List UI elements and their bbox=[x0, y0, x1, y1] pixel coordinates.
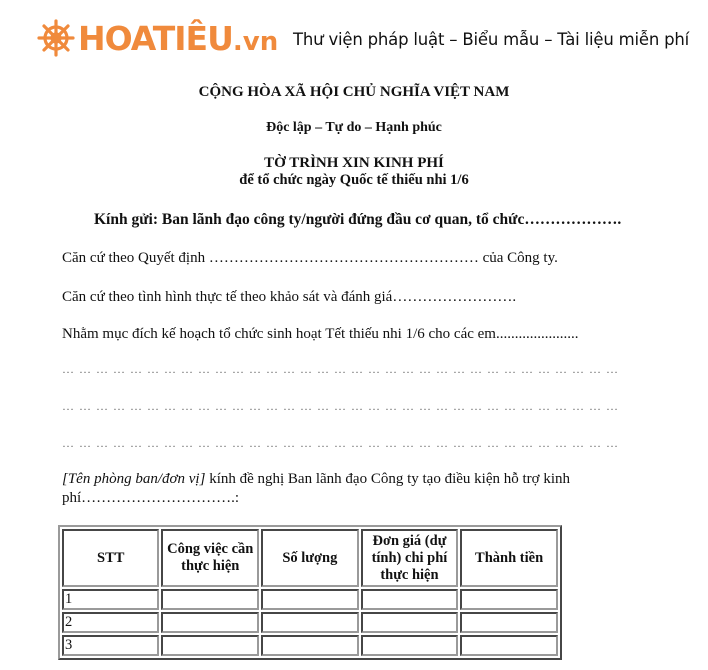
header-task: Công việc cần thực hiện bbox=[161, 529, 259, 587]
cell-total bbox=[460, 589, 558, 610]
paragraph-survey: Căn cứ theo tình hình thực tế theo khảo sát và đánh giá……………………. bbox=[62, 289, 517, 305]
logo-text: HOATIÊU.vn bbox=[78, 19, 279, 58]
cell-task bbox=[161, 589, 259, 610]
cell-quantity bbox=[261, 635, 359, 656]
national-title: CỘNG HÒA XÃ HỘI CHỦ NGHĨA VIỆT NAM bbox=[198, 84, 510, 100]
cell-stt: 3 bbox=[62, 635, 159, 656]
ship-wheel-icon bbox=[36, 18, 76, 63]
cell-stt: 2 bbox=[62, 612, 159, 633]
table-row bbox=[62, 635, 558, 656]
site-header bbox=[0, 0, 708, 80]
paragraph-purpose: Nhằm mục đích kế hoạch tổ chức sinh hoạt Tết thiếu nhi 1/6 cho các em...................... bbox=[62, 326, 579, 342]
header-total: Thành tiền bbox=[460, 529, 558, 587]
motto: Độc lập – Tự do – Hạnh phúc bbox=[266, 120, 442, 135]
blank-line: … … … … … … … … … … … … … … … … … … … … … … … … … … … … … … … … … bbox=[62, 362, 619, 376]
request-paragraph: [Tên phòng ban/đơn vị] kính đề nghị Ban lãnh đạo Công ty tạo điều kiện hỗ trợ kinh phí………………………….: bbox=[62, 471, 570, 506]
table-header-row bbox=[62, 529, 558, 587]
cell-unit-price bbox=[361, 589, 459, 610]
cell-unit-price bbox=[361, 635, 459, 656]
table-row bbox=[62, 589, 558, 610]
document-subtitle: để tổ chức ngày Quốc tế thiếu nhi 1/6 bbox=[239, 172, 469, 188]
blank-line: … … … … … … … … … … … … … … … … … … … … … … … … … … … … … … … … … bbox=[62, 399, 619, 413]
cell-quantity bbox=[261, 589, 359, 610]
cell-quantity bbox=[261, 612, 359, 633]
cell-total bbox=[460, 612, 558, 633]
cell-total bbox=[460, 635, 558, 656]
document-title: TỜ TRÌNH XIN KINH PHÍ bbox=[264, 155, 444, 171]
header-stt: STT bbox=[62, 529, 159, 587]
cell-stt: 1 bbox=[62, 589, 159, 610]
site-tagline: Thư viện pháp luật – Biểu mẫu – Tài liệu miễn phí bbox=[293, 30, 690, 49]
cell-unit-price bbox=[361, 612, 459, 633]
header-unit-price: Đơn giá (dự tính) chi phí thực hiện bbox=[361, 529, 459, 587]
department-placeholder: [Tên phòng ban/đơn vị] bbox=[62, 471, 206, 487]
site-logo[interactable] bbox=[36, 18, 278, 63]
blank-line: … … … … … … … … … … … … … … … … … … … … … … … … … … … … … … … … … bbox=[62, 436, 619, 450]
budget-table bbox=[58, 525, 562, 660]
header-quantity: Số lượng bbox=[261, 529, 359, 587]
recipient-line: Kính gửi: Ban lãnh đạo công ty/người đứng đầu cơ quan, tổ chức………………. bbox=[94, 211, 622, 228]
paragraph-decision: Căn cứ theo Quyết định ……………………………………………… của Công ty. bbox=[62, 250, 558, 266]
table-row bbox=[62, 612, 558, 633]
cell-task bbox=[161, 612, 259, 633]
cell-task bbox=[161, 635, 259, 656]
